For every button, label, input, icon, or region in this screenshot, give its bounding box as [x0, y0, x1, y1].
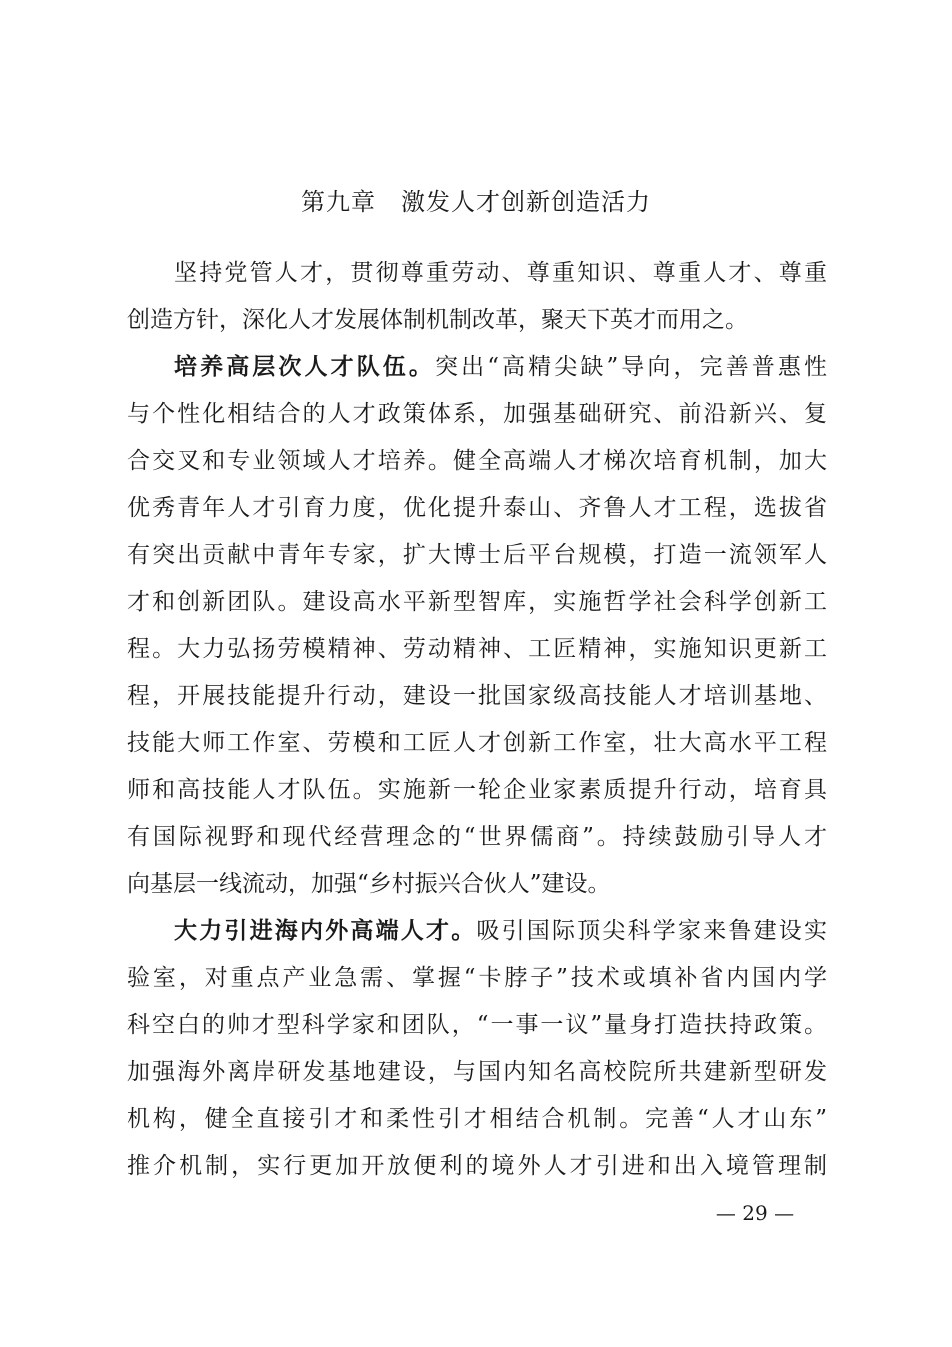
paragraph-line: 师和高技能人才队伍。实施新一轮企业家素质提升行动，培育具	[127, 777, 827, 803]
paragraph-line: 技能大师工作室、劳模和工匠人才创新工作室，壮大高水平工程	[127, 730, 827, 756]
paragraph-heading: 大力引进海内外高端人才。	[174, 917, 477, 944]
paragraph-line: 向基层一线流动，加强“乡村振兴合伙人”建设。	[127, 871, 611, 897]
paragraph-first-line	[127, 350, 827, 384]
paragraph-line: 优秀青年人才引育力度，优化提升泰山、齐鲁人才工程，选拔省	[127, 495, 827, 521]
paragraph-line: 与个性化相结合的人才政策体系，加强基础研究、前沿新兴、复	[127, 401, 827, 427]
chapter-title: 第九章 激发人才创新创造活力	[301, 188, 651, 216]
paragraph-heading: 培养高层次人才队伍。	[174, 353, 435, 380]
page-number: — 29 —	[715, 1201, 795, 1225]
paragraph-first-line	[127, 914, 827, 948]
paragraph-line: 机构，健全直接引才和柔性引才相结合机制。完善“人才山东”	[127, 1106, 827, 1132]
paragraph-line: 有国际视野和现代经营理念的“世界儒商”。持续鼓励引导人才	[127, 824, 827, 850]
paragraph-text: 突出“高精尖缺”导向，完善普惠性	[435, 354, 827, 380]
paragraph-line: 合交叉和专业领域人才培养。健全高端人才梯次培育机制，加大	[127, 448, 827, 474]
paragraph-line: 加强海外离岸研发基地建设，与国内知名高校院所共建新型研发	[127, 1059, 827, 1085]
paragraph-line: 推介机制，实行更加开放便利的境外人才引进和出入境管理制	[127, 1153, 827, 1179]
paragraph-line: 程，开展技能提升行动，建设一批国家级高技能人才培训基地、	[127, 683, 827, 709]
paragraph-line: 才和创新团队。建设高水平新型智库，实施哲学社会科学创新工	[127, 589, 827, 615]
paragraph-line: 创造方针，深化人才发展体制机制改革，聚天下英才而用之。	[127, 307, 748, 333]
paragraph-line: 坚持党管人才，贯彻尊重劳动、尊重知识、尊重人才、尊重	[174, 260, 827, 286]
paragraph-line: 有突出贡献中青年专家，扩大博士后平台规模，打造一流领军人	[127, 542, 827, 568]
paragraph-line: 程。大力弘扬劳模精神、劳动精神、工匠精神，实施知识更新工	[127, 636, 827, 662]
paragraph-line: 验室，对重点产业急需、掌握“卡脖子”技术或填补省内国内学	[127, 965, 827, 991]
paragraph-text: 吸引国际顶尖科学家来鲁建设实	[476, 918, 827, 944]
paragraph-line: 科空白的帅才型科学家和团队，“一事一议”量身打造扶持政策。	[127, 1012, 827, 1038]
